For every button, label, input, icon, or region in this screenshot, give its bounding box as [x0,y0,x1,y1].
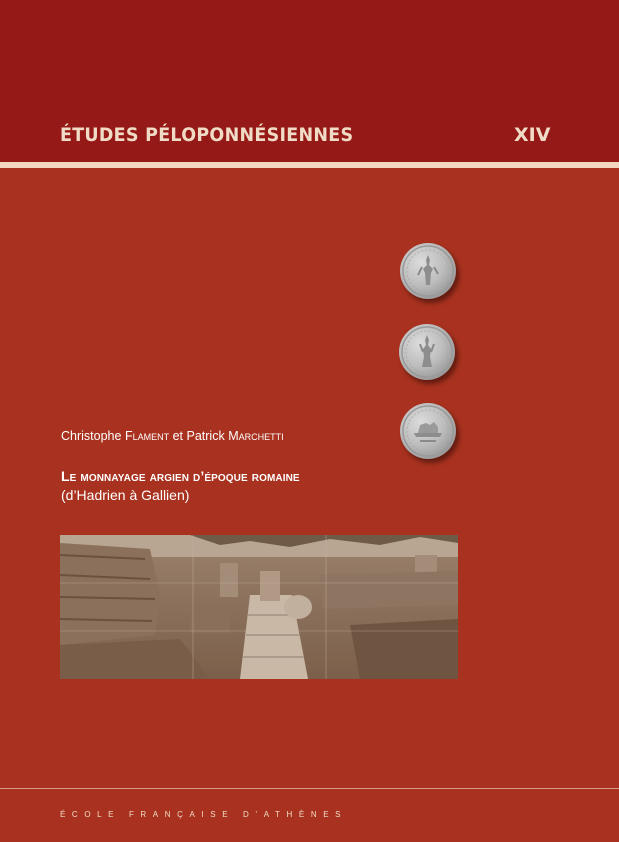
author-first-name: Patrick [186,429,225,443]
author-last-name: Marchetti [228,429,284,443]
coin-image [399,324,455,380]
author-last-name: Flament [124,429,170,443]
publisher-name: ÉCOLE FRANÇAISE D’ATHÈNES [60,810,348,819]
authors-line [61,429,284,443]
author-conjunction: et [172,429,184,443]
book-title: Le monnayage argien d’époque romaine [61,468,300,484]
coin-image [400,243,456,299]
volume-number: XIV [514,124,551,146]
cover-photograph [60,535,458,679]
series-title: ÉTUDES PÉLOPONNÉSIENNES [60,124,354,146]
bottom-divider [0,788,619,789]
coin-image [400,403,456,459]
accent-band [0,162,619,168]
book-subtitle: (d’Hadrien à Gallien) [61,487,190,503]
author-first-name: Christophe [61,429,122,443]
